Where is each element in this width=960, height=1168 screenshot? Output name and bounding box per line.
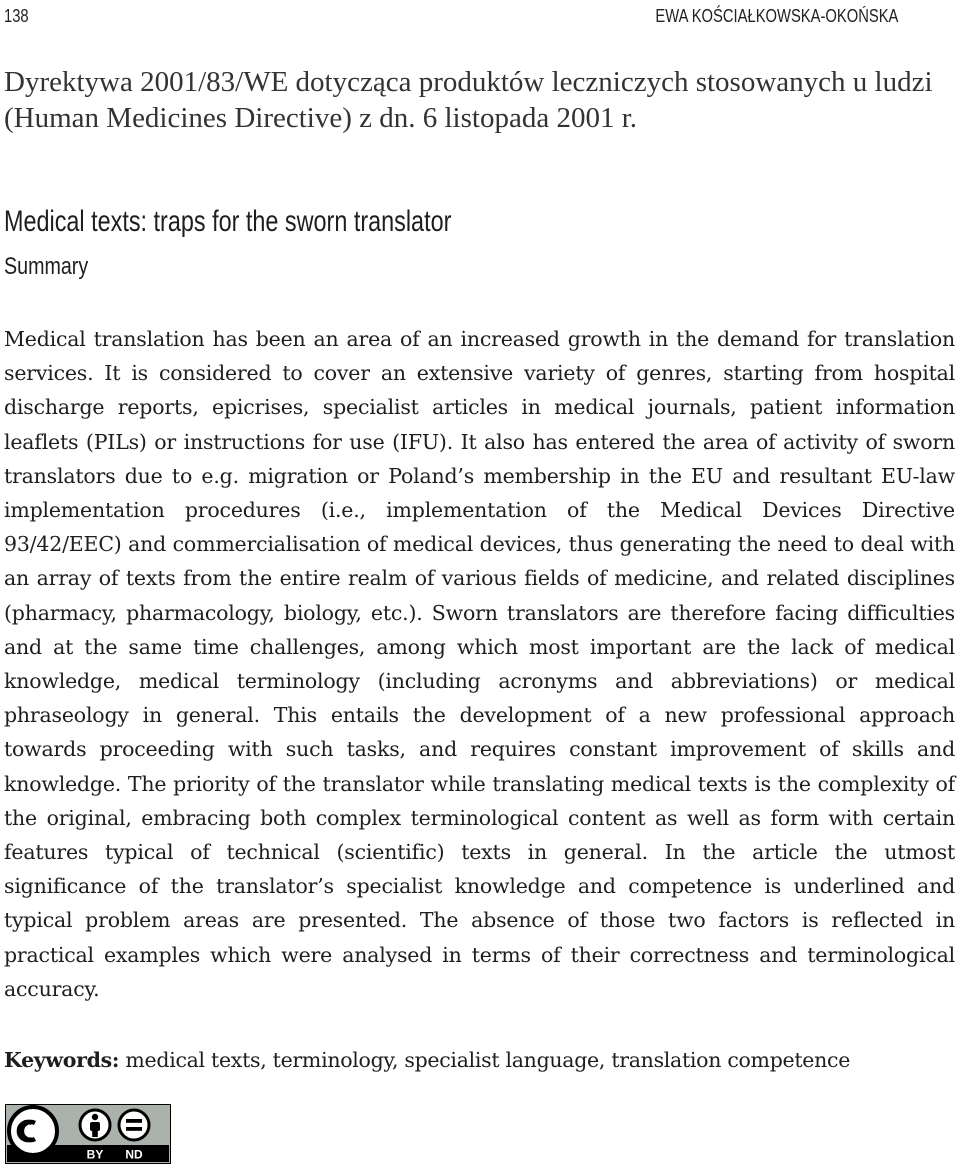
keywords-text: medical texts, terminology, specialist language, translation competence xyxy=(125,1048,851,1072)
summary-paragraph: Medical translation has been an area of an increased growth in the demand for translation services. It is considered to cover an extensive variety of genres, starting from hospital discharge reports, epicrises, specialist articles in medical journals, patient information leaflets (PILs) or instructions for use (IFU). It also has entered the area of activity of sworn translators due to e.g. migration or Poland’s membership in the EU and resultant EU-law implementation procedures (i.e., implementation of the Medical Devices Directive 93/42/EEC) and commercialisation of medical devices, thus generating the need to deal with an array of texts from the entire realm of various fields of medicine, and related disciplines (pharmacy, pharmacology, biology, etc.). Sworn translators are therefore facing difficulties and at the same time challenges, among which most important are the lack of medical knowledge, medical terminology (including acronyms and abbreviations) or medical phraseology in general. This entails the development of a new professional approach towards proceeding with such tasks, and requires constant improvement of skills and knowledge. The priority of the translator while translating medical texts is the complexity of the original, embracing both complex terminological content as well as form with certain features typical of technical (scientific) texts in general. In the article the utmost significance of the translator’s specialist knowledge and competence is underlined and typical problem areas are presented. The absence of those two factors is reflected in practical examples which were analysed in terms of their correctness and terminological accuracy. xyxy=(4,327,955,1001)
by-attribution-icon xyxy=(80,1110,110,1140)
cc-icon xyxy=(9,1107,57,1155)
reference-entry: Dyrektywa 2001/83/WE dotycząca produktów leczniczych stosowanych u ludzi (Human Medicines Directive) z dn. 6 listopada 2001 r. xyxy=(4,66,933,134)
nd-noderivs-icon xyxy=(119,1110,149,1140)
keywords-line xyxy=(4,1043,959,1077)
keywords-label: Keywords: xyxy=(4,1048,120,1072)
cc-license-badge xyxy=(5,1104,171,1164)
license-label-by: BY xyxy=(86,1147,104,1162)
page-number: 138 xyxy=(4,6,29,26)
running-header-author: EWA KOŚCIAŁKOWSKA-OKOŃSKA xyxy=(654,6,898,26)
section-label: Summary xyxy=(4,253,89,280)
license-label-nd: ND xyxy=(125,1147,143,1162)
article-title: Medical texts: traps for the sworn translator xyxy=(4,205,452,238)
